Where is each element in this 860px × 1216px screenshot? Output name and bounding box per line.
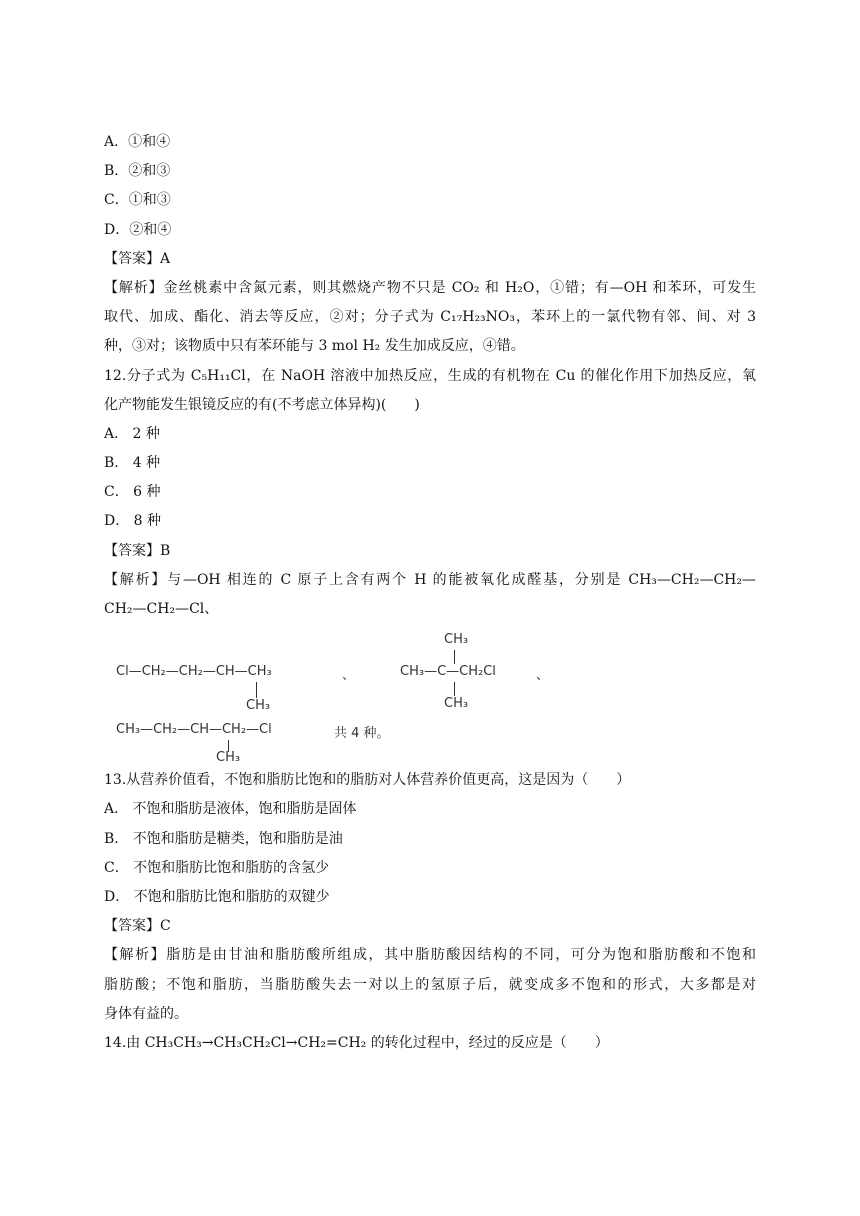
structural-formulas-image [104,630,756,766]
structure-2-bottom-methyl: CH₃ [444,696,469,712]
q12-stem-line-2: 化产物能发生银镜反应的有(不考虑立体异构)( ) [104,396,420,413]
structure-2-top-bond [454,650,455,664]
separator-2: 、 [536,668,550,684]
q11-analysis-line-3: 种，③对；该物质中只有苯环能与 3 mol H₂ 发生加成反应，④错。 [104,338,525,355]
q12-option-b: B． 4 种 [104,455,161,472]
structure-2-chain: CH₃—C—CH₂Cl [400,664,496,680]
q14-stem: 14.由 CH₃CH₃→CH₃CH₂Cl→CH₂=CH₂ 的转化过程中，经过的反应是（ ） [104,1034,609,1051]
document-page [104,128,756,1058]
q12-option-a: A． 2 种 [104,425,160,442]
q13-analysis-line-2: 脂肪酸；不饱和脂肪，当脂肪酸失去一对以上的氢原子后，就变成多不饱和的形式，大多都是对 [104,976,756,993]
q12-analysis-line-2: CH₂—CH₂—Cl、 [104,601,219,617]
q13-option-c: C． 不饱和脂肪比饱和脂肪的含氢少 [104,859,330,876]
q11-analysis-line-1: 【解析】金丝桃素中含氮元素，则其燃烧产物不只是 CO₂ 和 H₂O，①错；有—OH 和苯环，可发生 [104,279,756,296]
q12-analysis-line-1: 【解析】与—OH 相连的 C 原子上含有两个 H 的能被氧化成醛基，分别是 CH₃—CH₂—CH₂— [104,571,756,588]
separator-1: 、 [342,668,356,684]
q13-answer: 【答案】C [104,918,171,935]
q13-option-a: A． 不饱和脂肪是液体，饱和脂肪是固体 [104,801,357,818]
structure-3-methyl: CH₃ [216,750,241,766]
q12-option-c: C． 6 种 [104,484,161,501]
q11-option-c: C．①和③ [104,192,171,209]
structure-2-top-methyl: CH₃ [444,632,469,648]
q12-stem-line-1: 12.分子式为 C₅H₁₁Cl，在 NaOH 溶液中加热反应，生成的有机物在 Cu 的催化作用下加热反应，氧 [104,367,756,384]
structure-1-chain: Cl—CH₂—CH₂—CH—CH₃ [116,664,272,680]
structure-1-methyl: CH₃ [246,698,271,714]
q12-option-d: D． 8 种 [104,513,162,530]
structure-1-bond [256,682,257,698]
q12-answer: 【答案】B [104,542,171,559]
q13-analysis-line-3: 身体有益的。 [104,1005,188,1022]
q13-option-d: D． 不饱和脂肪比饱和脂肪的双键少 [104,888,330,905]
structure-3-total: 共 4 种。 [334,726,390,742]
q11-option-d: D．②和④ [104,221,172,238]
q11-analysis-line-2: 取代、加成、酯化、消去等反应，②对；分子式为 C₁₇H₂₃NO₃，苯环上的一氯代物有邻、间、对 3 [104,309,756,326]
q11-option-b: B．②和③ [104,163,171,180]
structure-2-bottom-bond [454,682,455,696]
q11-answer: 【答案】A [104,250,171,267]
structure-3-chain: CH₃—CH₂—CH—CH₂—Cl [116,722,272,738]
q13-stem: 13.从营养价值看，不饱和脂肪比饱和的脂肪对人体营养价值更高，这是因为（ ） [104,772,631,789]
q13-analysis-line-1: 【解析】脂肪是由甘油和脂肪酸所组成，其中脂肪酸因结构的不同，可分为饱和脂肪酸和不饱和 [104,947,756,964]
q13-option-b: B． 不饱和脂肪是糖类，饱和脂肪是油 [104,830,343,847]
q11-option-a: A．①和④ [104,134,171,150]
